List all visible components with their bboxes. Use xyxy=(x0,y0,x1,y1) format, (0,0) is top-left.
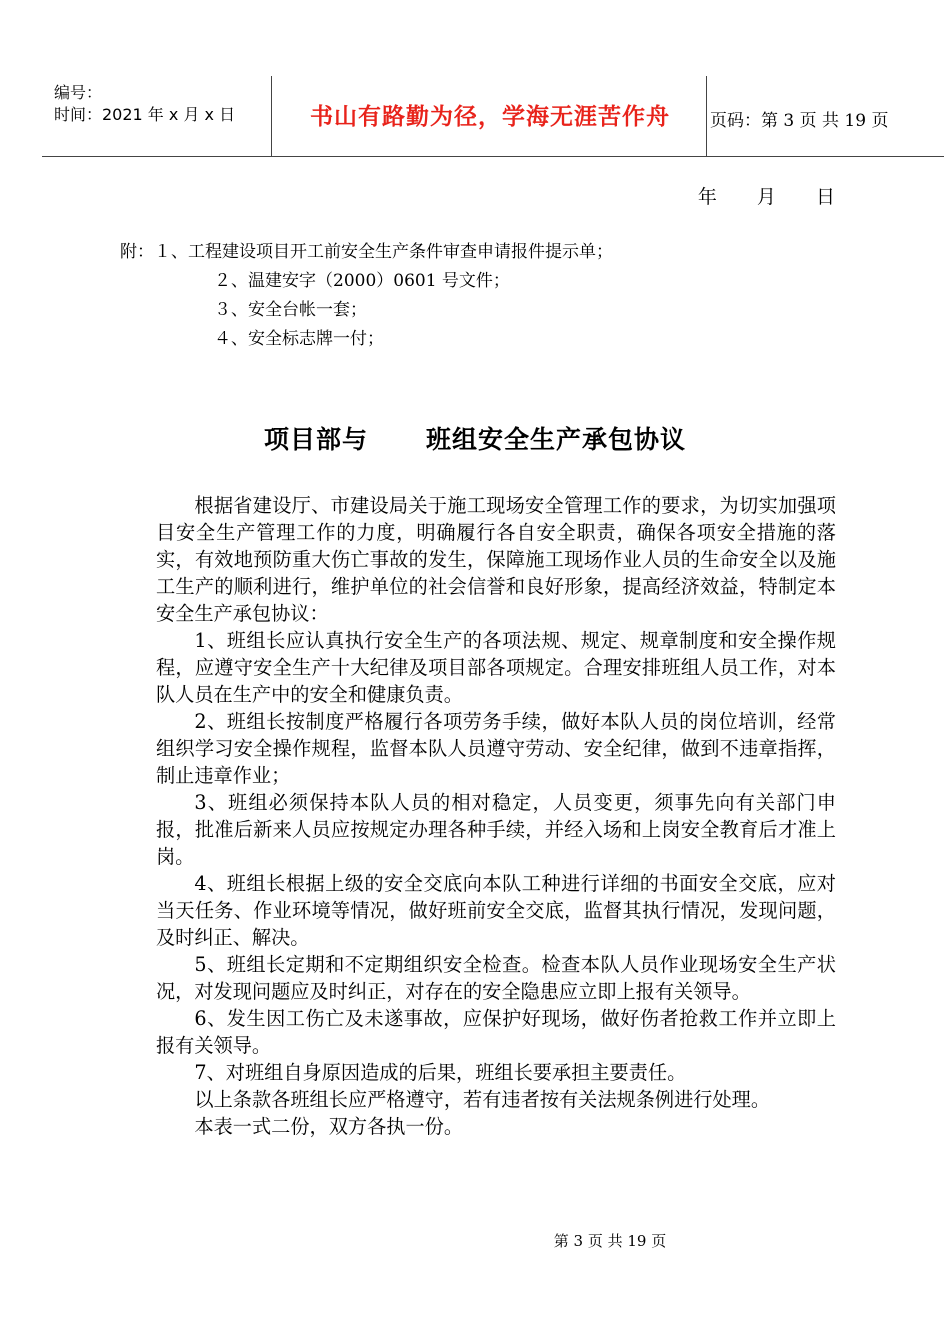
date-line xyxy=(0,182,835,209)
body-paragraph: 7、对班组自身原因造成的后果，班组长要承担主要责任。 xyxy=(194,1061,687,1084)
date-year: 年 xyxy=(697,186,717,208)
body-paragraph: 根据省建设厅、市建设局关于施工现场安全管理工作的要求，为切实加强项目安全生产管理工作的力度，明确履行各自安全职责，确保各项安全措施的落实，有效地预防重大伤亡事故的发生，保障施工现场作业人员的生命安全以及施工生产的顺利进行，维护单位的社会信誉和良好形象，提高经济效益，特制定本安全生产承包协议： xyxy=(156,494,836,625)
body-paragraph: 5、班组长定期和不定期组织安全检查。检查本队人员作业现场安全生产状况，对发现问题应及时纠正，对存在的安全隐患应立即上报有关领导。 xyxy=(156,953,836,1003)
attachment-item: ３、安全台帐一套； xyxy=(214,300,367,320)
body-paragraph: 1、班组长应认真执行安全生产的各项法规、规定、规章制度和安全操作规程，应遵守安全生产十大纪律及项目部各项规定。合理安排班组人员工作，对本队人员在生产中的安全和健康负责。 xyxy=(156,629,836,706)
header-divider xyxy=(271,76,272,156)
time-label: 时间：2021 年 x 月 x 日 xyxy=(54,105,236,124)
body-paragraph: 6、发生因工伤亡及未遂事故，应保护好现场，做好伤者抢救工作并立即上报有关领导。 xyxy=(156,1007,836,1057)
date-day: 日 xyxy=(815,186,835,208)
attachment-item: ２、温建安字（2000）0601 号文件； xyxy=(214,271,510,291)
body-paragraph: 3、班组必须保持本队人员的相对稳定，人员变更，须事先向有关部门申报，批准后新来人员应按规定办理各种手续，并经入场和上岗安全教育后才准上岗。 xyxy=(156,791,836,868)
header-divider xyxy=(706,76,707,156)
number-label: 编号： xyxy=(54,83,103,102)
page-footer: 第 3 页 共 19 页 xyxy=(553,1232,667,1250)
agreement-body xyxy=(156,492,836,1140)
body-paragraph: 以上条款各班组长应严格遵守，若有违者按有关法规条例进行处理。 xyxy=(194,1088,771,1111)
body-paragraph: 4、班组长根据上级的安全交底向本队工种进行详细的书面安全交底，应对当天任务、作业环境等情况，做好班前安全交底，监督其执行情况，发现问题，及时纠正、解决。 xyxy=(156,872,836,949)
title-part-1: 项目部与 xyxy=(263,425,368,454)
attachment-list xyxy=(120,238,613,354)
page-header xyxy=(42,76,944,157)
title-part-2: 班组安全生产承包协议 xyxy=(426,425,687,454)
body-paragraph: 本表一式二份，双方各执一份。 xyxy=(194,1115,464,1138)
attachment-item: 附：１、工程建设项目开工前安全生产条件审查申请报件提示单； xyxy=(120,242,613,262)
header-page-info: 页码：第 3 页 共 19 页 xyxy=(710,111,889,131)
date-month: 月 xyxy=(756,186,776,208)
body-paragraph: 2、班组长按制度严格履行各项劳务手续，做好本队人员的岗位培训，经常组织学习安全操作规程，监督本队人员遵守劳动、安全纪律，做到不违章指挥，制止违章作业； xyxy=(156,710,836,787)
document-title xyxy=(0,420,950,456)
header-motto: 书山有路勤为径，学海无涯苦作舟 xyxy=(310,103,670,130)
header-meta xyxy=(54,82,235,126)
attachment-item: ４、安全标志牌一付； xyxy=(214,329,384,349)
